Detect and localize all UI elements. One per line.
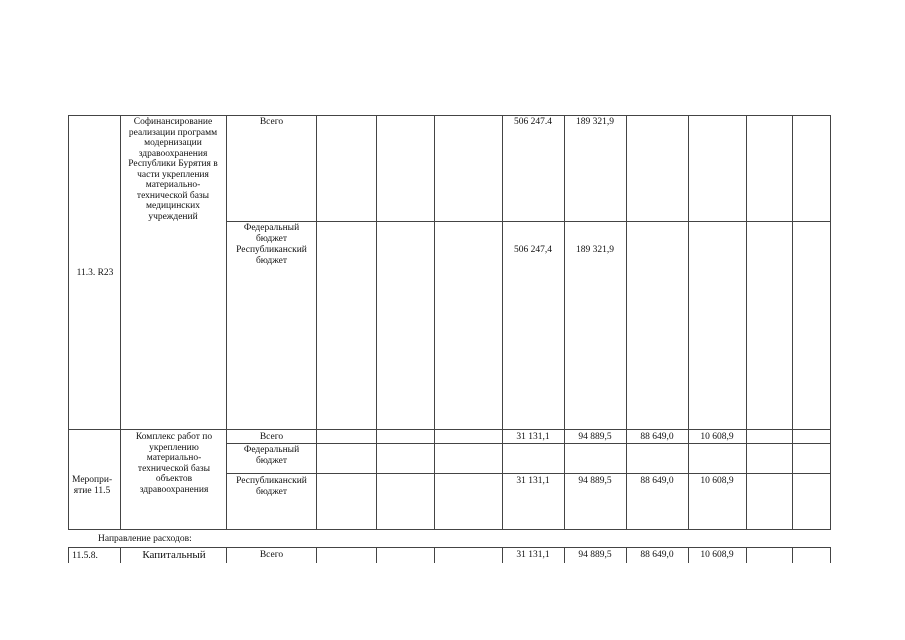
- col-border-12b: [830, 547, 831, 563]
- row1-bottom: [68, 429, 831, 430]
- col-border-4: [376, 115, 377, 529]
- row2-republic-col7: 31 131,1: [516, 476, 550, 486]
- row3-total-col10: 10 608,9: [700, 550, 734, 560]
- row1-federal-col7: 506 247,4: [514, 245, 552, 255]
- row2-source-federal: Федеральный бюджет: [243, 445, 300, 466]
- col-border-7: [564, 115, 565, 529]
- col-border-0b: [68, 547, 69, 563]
- row1-name: Софинансирование реализации программ модернизации здравоохранения Республики Бурятия в части укрепления материально-технической базы медицинских учреждений: [128, 117, 218, 222]
- table-top-border: [68, 115, 831, 116]
- col-border-5b: [434, 547, 435, 563]
- direction-bottom: [68, 547, 831, 548]
- row2-code: Меропри-ятие 11.5: [72, 475, 113, 496]
- row2-republic-col10: 10 608,9: [700, 476, 734, 486]
- row2-bottom: [68, 529, 831, 530]
- row3-total-col9: 88 649,0: [640, 550, 674, 560]
- row1-total-col7: 506 247.4: [514, 117, 552, 127]
- col-border-11b: [792, 547, 793, 563]
- col-border-11: [792, 115, 793, 529]
- row2-republic-col9: 88 649,0: [640, 476, 674, 486]
- row2-total-col8: 94 889,5: [578, 432, 612, 442]
- col-border-6: [502, 115, 503, 529]
- col-border-8: [626, 115, 627, 529]
- col-border-2: [226, 115, 227, 529]
- row1-total-col8: 189 321,9: [576, 117, 614, 127]
- row2-source-total: Всего: [259, 432, 284, 442]
- row3-code: 11.5.8.: [72, 551, 98, 561]
- row2-total-col10: 10 608,9: [700, 432, 734, 442]
- row1-source-federal: Федеральный бюджет: [243, 223, 300, 244]
- col-border-10b: [746, 547, 747, 563]
- budget-table: [68, 115, 831, 563]
- col-border-4b: [376, 547, 377, 563]
- row3-source-total: Всего: [259, 550, 284, 560]
- row2-republic-col8: 94 889,5: [578, 476, 612, 486]
- col-border-3b: [316, 547, 317, 563]
- row3-total-col8: 94 889,5: [578, 550, 612, 560]
- col-border-0: [68, 115, 69, 529]
- row1-source-total: Всего: [259, 117, 284, 127]
- row3-total-col7: 31 131,1: [516, 550, 550, 560]
- row2-total-col9: 88 649,0: [640, 432, 674, 442]
- col-border-1b: [120, 547, 121, 563]
- col-border-10: [746, 115, 747, 529]
- row1-code: 11.3. R23: [76, 268, 114, 278]
- col-border-5: [434, 115, 435, 529]
- row2-source-republic: Республиканский бюджет: [236, 476, 307, 497]
- row1-source-republic: Республиканский бюджет: [236, 245, 307, 266]
- col-border-12: [830, 115, 831, 529]
- row1-federal-col8: 189 321,9: [576, 245, 614, 255]
- row2-name: Комплекс работ по укреплению материально-технической базы объектов здравоохранения: [135, 432, 213, 495]
- col-border-1: [120, 115, 121, 529]
- row2-total-col7: 31 131,1: [516, 432, 550, 442]
- col-border-3: [316, 115, 317, 529]
- direction-label: Направление расходов:: [98, 534, 192, 544]
- row3-name: Капитальный: [142, 549, 206, 561]
- col-border-9: [688, 115, 689, 529]
